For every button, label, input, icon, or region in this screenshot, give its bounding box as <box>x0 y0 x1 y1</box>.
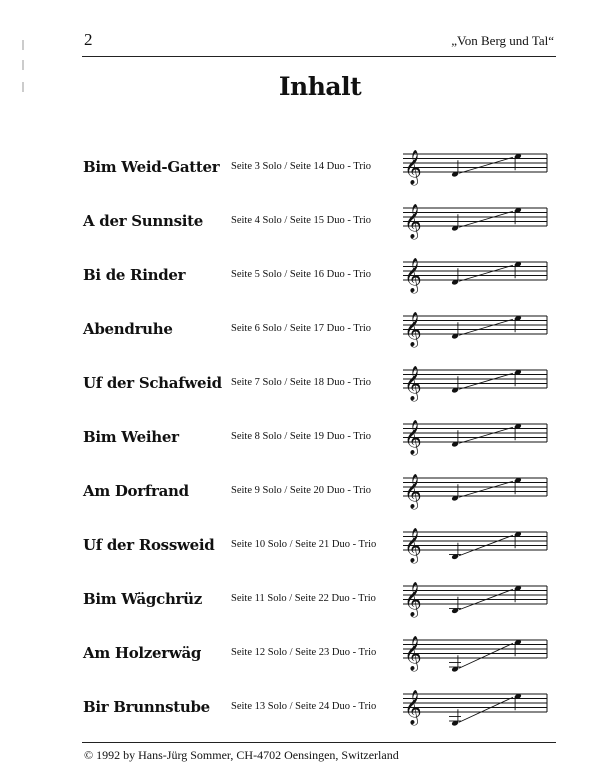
toc-entry <box>0 150 600 190</box>
toc-entry <box>0 582 600 622</box>
toc-entry-pages: Seite 3 Solo / Seite 14 Duo - Trio <box>231 161 372 172</box>
toc-entry-pages: Seite 7 Solo / Seite 18 Duo - Trio <box>231 377 372 388</box>
toc-entry-pages: Seite 9 Solo / Seite 20 Duo - Trio <box>231 485 372 496</box>
music-incipit <box>400 150 550 190</box>
treble-clef-icon: 𝄞 <box>404 582 422 617</box>
toc-entry-title: Am Dorfrand <box>83 482 189 500</box>
treble-clef-icon: 𝄞 <box>404 636 422 671</box>
glissando-line <box>459 643 513 668</box>
toc-entry-pages: Seite 8 Solo / Seite 19 Duo - Trio <box>231 431 372 442</box>
toc-entry <box>0 366 600 406</box>
toc-entry <box>0 204 600 244</box>
toc-entry <box>0 420 600 460</box>
music-incipit <box>400 528 550 568</box>
toc-entry <box>0 528 600 568</box>
music-incipit <box>400 204 550 244</box>
glissando-line <box>459 481 513 497</box>
copyright-notice: © 1992 by Hans-Jürg Sommer, CH-4702 Oensingen, Switzerland <box>84 748 399 762</box>
toc-entry-title: Am Holzerwäg <box>83 644 202 662</box>
treble-clef-icon: 𝄞 <box>404 150 422 185</box>
toc-entry-pages: Seite 5 Solo / Seite 16 Duo - Trio <box>231 269 372 280</box>
toc-entry-title: Uf der Rossweid <box>83 536 215 554</box>
toc-entry <box>0 474 600 514</box>
treble-clef-icon: 𝄞 <box>404 366 422 401</box>
glissando-line <box>459 697 513 722</box>
toc-entry-pages: Seite 4 Solo / Seite 15 Duo - Trio <box>231 215 372 226</box>
running-title: „Von Berg und Tal“ <box>451 33 554 48</box>
music-incipit <box>400 312 550 352</box>
glissando-line <box>459 157 513 173</box>
toc-entry-pages: Seite 12 Solo / Seite 23 Duo - Trio <box>231 647 377 658</box>
treble-clef-icon: 𝄞 <box>404 528 422 563</box>
toc-entry-title: Abendruhe <box>83 320 173 338</box>
toc-entry-title: Bir Brunnstube <box>83 698 210 716</box>
glissando-line <box>459 211 513 227</box>
toc-entry-title: Uf der Schafweid <box>83 374 222 392</box>
glissando-line <box>459 265 513 281</box>
music-incipit <box>400 258 550 298</box>
treble-clef-icon: 𝄞 <box>404 420 422 455</box>
toc-entry-title: A der Sunnsite <box>83 212 203 230</box>
toc-entry-title: Bi de Rinder <box>83 266 186 284</box>
music-incipit <box>400 366 550 406</box>
toc-entry-title: Bim Weiher <box>83 428 179 446</box>
music-incipit <box>400 636 550 676</box>
treble-clef-icon: 𝄞 <box>404 204 422 239</box>
toc-entry-pages: Seite 6 Solo / Seite 17 Duo - Trio <box>231 323 372 334</box>
treble-clef-icon: 𝄞 <box>404 690 422 725</box>
toc-entry-pages: Seite 11 Solo / Seite 22 Duo - Trio <box>231 593 376 604</box>
treble-clef-icon: 𝄞 <box>404 258 422 293</box>
music-incipit <box>400 582 550 622</box>
toc-entry-pages: Seite 13 Solo / Seite 24 Duo - Trio <box>231 701 377 712</box>
toc-entry <box>0 258 600 298</box>
glissando-line <box>459 319 513 335</box>
glissando-line <box>459 427 513 443</box>
music-incipit <box>400 690 550 730</box>
toc-entry <box>0 636 600 676</box>
page-number: 2 <box>84 30 93 49</box>
margin-marks <box>22 40 24 100</box>
treble-clef-icon: 𝄞 <box>404 474 422 509</box>
page-heading: Inhalt <box>278 72 362 101</box>
toc-entry-pages: Seite 10 Solo / Seite 21 Duo - Trio <box>231 539 377 550</box>
glissando-line <box>459 373 513 389</box>
music-incipit <box>400 474 550 514</box>
toc-entry <box>0 312 600 352</box>
footer-rule <box>82 742 556 743</box>
toc-entry-title: Bim Weid-Gatter <box>83 158 220 176</box>
music-incipit <box>400 420 550 460</box>
toc-entry-title: Bim Wägchrüz <box>83 590 202 608</box>
toc-entry <box>0 690 600 730</box>
treble-clef-icon: 𝄞 <box>404 312 422 347</box>
